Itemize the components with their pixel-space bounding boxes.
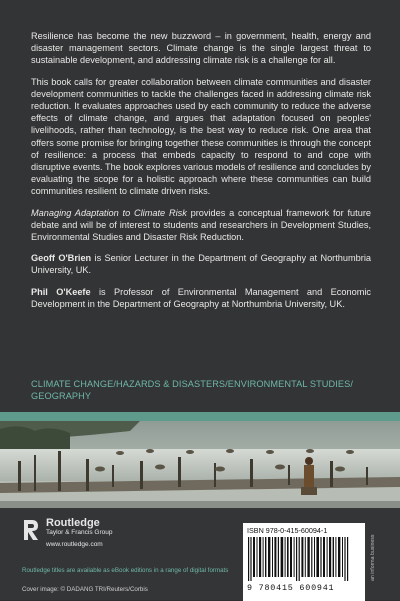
author-bio-text-2: is Professor of Environmental Management and Economic Development in the Department of Geography at Northumbria University, UK. (31, 286, 371, 309)
author-bio-text-1: is Senior Lecturer in the Department of Geography at Northumbria University, UK. (31, 253, 371, 276)
flooded-field-image (0, 421, 400, 508)
teal-divider-band (0, 412, 400, 421)
barcode-digits: 9 780415 600941 (247, 583, 335, 593)
cover-image-credit: Cover image: © DADANG TRI/Reuters/Corbis (22, 586, 148, 593)
imprint-text: an informa business (370, 534, 376, 582)
author-name-1: Geoff O'Brien (31, 253, 92, 264)
description-paragraph-3-rest: provides a conceptual framework for future debate and will be of interest to students and researchers in Development Studies, Environmental Studies and Disaster Risk Reduction. (31, 207, 371, 243)
subject-categories: CLIMATE CHANGE/HAZARDS & DISASTERS/ENVIRONMENTAL STUDIES/ GEOGRAPHY (31, 379, 354, 402)
publisher-url[interactable]: www.routledge.com (46, 541, 103, 548)
publisher-subtitle: Taylor & Francis Group (46, 529, 113, 536)
author-bio-1 (31, 252, 371, 276)
author-name-2: Phil O'Keefe (31, 286, 91, 297)
publisher-logo (22, 518, 112, 550)
barcode-icon (248, 537, 358, 581)
isbn-label: ISBN 978-0-415-60094-1 (247, 526, 328, 535)
book-title: Managing Adaptation to Climate Risk (31, 207, 187, 218)
description-block (31, 30, 371, 319)
description-paragraph-3 (31, 207, 371, 244)
ebook-note: Routledge titles are available as eBook editions in a range of digital formats (22, 567, 229, 574)
routledge-r-icon (22, 518, 40, 542)
description-paragraph-1: Resilience has become the new buzzword – in government, health, energy and disaster management sectors. Climate change is the single largest threat to sustainable development, and addressing climate risk is a challenge for all. (31, 31, 371, 66)
publisher-name: Routledge (46, 517, 100, 529)
author-bio-2 (31, 286, 371, 310)
cover-photo (0, 421, 400, 508)
description-paragraph-2: This book calls for greater collaboration between climate communities and disaster development communities to tackle the challenges faced in addressing climate risk reduction. It evaluates approaches used by each community to reduce the adverse effects of climate change, and argues that adaptation focused on peoples' livelihoods, rather than technology, is the best way to reduce risk. One area that offers some promise for bringing together these communities is through the concept of resilience: a process that embeds capacity to respond to and cope with disruptive events. The book explores various models of resilience and concludes by evaluating the scope for a holistic approach where these communities can build communities resilient to climate driven risks. (31, 76, 371, 197)
isbn-barcode-box (243, 523, 365, 601)
